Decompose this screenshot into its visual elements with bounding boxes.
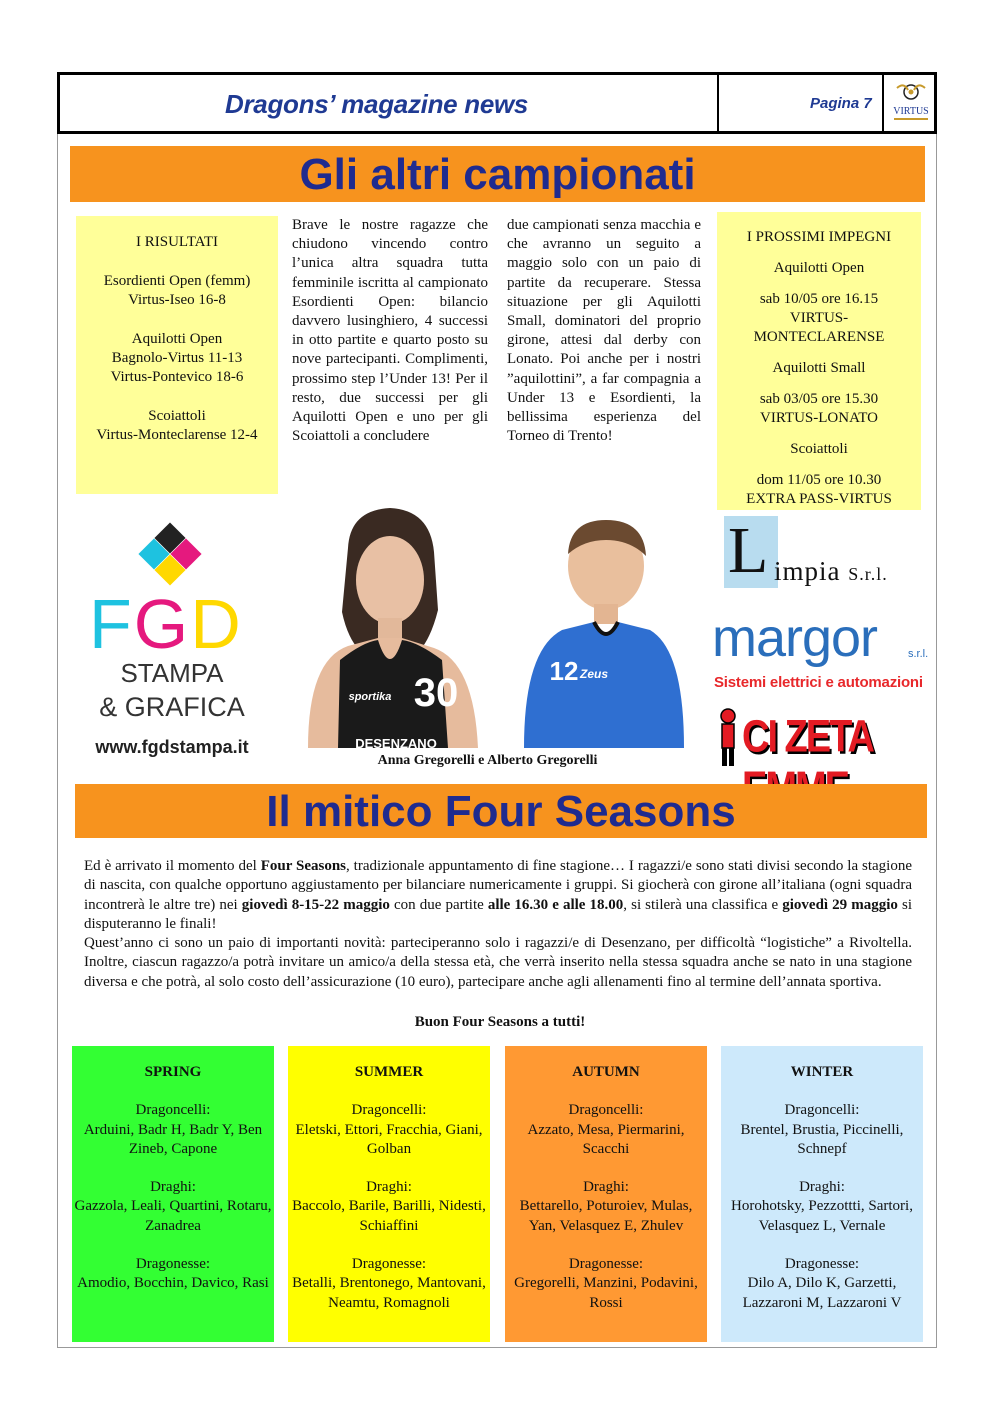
group-members: Arduini, Badr H, Badr Y, Ben Zineb, Capone [83, 1121, 263, 1157]
cizeta-sponsor-ad [714, 706, 924, 770]
closing-line: Buon Four Seasons a tutti! [414, 1014, 586, 1030]
results-line: Virtus-Iseo 16-8 [128, 292, 226, 308]
limpia-name [774, 556, 888, 587]
upcoming-line: dom 11/05 ore 10.30 [756, 472, 882, 488]
group-label: Dragoncelli: [351, 1102, 427, 1119]
group-label: Dragoncelli: [784, 1102, 860, 1119]
intro-text: con due partite [389, 896, 488, 913]
results-heading: I RISULTATI [136, 234, 218, 250]
virtus-logo-text: VIRTUS [893, 106, 929, 117]
novita-text: Quest’anno ci sono un paio di importanti novità: parteciperanno solo i ragazzi/e di Desenzano, per difficoltà “logistiche” a Rivoltella. Inoltre, ciascun ragazzo/a potrà invitare un amico/a della stessa età, che verrà inserito nella stessa squadra anche se nato in una stagione diversa e che potrà, al solo costo dell’assicurazione (10 euro), partecipare anche agli allenamenti fino al termine dell’annata sportiva. [84, 935, 912, 990]
four-seasons-paragraph [84, 857, 912, 992]
article-column-2: due campionati senza macchia e che avranno un seguito a maggio solo con un paio di partite da recuperare. Stessa situazione per gli Aquilotti Small, dominatori del proprio girone, attesi dal derby con Lonato. Poi anche per i nostri ”aquilottini”, a far compagnia a Under 13 e Esordienti, la bellissima esperienza del Torneo di Trento! [507, 217, 701, 445]
results-group-name: Scoiattoli [148, 408, 206, 424]
group-members: Bettarello, Poturoiev, Mulas, Yan, Velasquez E, Zhulev [519, 1198, 693, 1234]
cizeta-name: CI ZETA [742, 712, 872, 763]
group-members: Eletski, Ettori, Fracchia, Giani, Golban [295, 1121, 483, 1157]
intro-text: , tradizionale appuntamento di fine stagione… I ragazzi/e sono stati divisi secondo la stagione di nascita, con qualche opportuno aggiustamento per bilanciare numericamente i gruppi. Si giocherà con girone all’italiana (ogni squadra incontrerà le altre tre) nei [84, 858, 912, 913]
team-box-spring [72, 1046, 274, 1342]
team-name: SPRING [144, 1064, 202, 1080]
group-label: Dragonesse: [568, 1256, 644, 1273]
results-line: Virtus-Monteclarense 12-4 [96, 427, 258, 443]
intro-text: si disputeranno le finali! [84, 896, 912, 932]
results-group-name: Aquilotti Open [131, 331, 223, 347]
upcoming-line: EXTRA PASS-VIRTUS [746, 491, 892, 507]
upcoming-group-name: Aquilotti Open [773, 260, 865, 276]
team-name: WINTER [790, 1064, 854, 1080]
group-label: Dragoncelli: [135, 1102, 211, 1119]
magazine-title: Dragons’ magazine news [225, 89, 529, 119]
fgd-stampa: STAMPA [120, 658, 224, 688]
group-members: Gregorelli, Manzini, Podavini, Rossi [514, 1275, 698, 1311]
upcoming-line: sab 10/05 ore 16.15 [759, 291, 879, 307]
results-group-name: Esordienti Open (femm) [103, 273, 251, 289]
team-box-autumn [505, 1046, 707, 1342]
photo-caption: Anna Gregorelli e Alberto Gregorelli [377, 753, 598, 768]
page-number: Pagina 7 [810, 95, 872, 112]
intro-highlight: giovedì 29 maggio [782, 896, 898, 913]
jersey-brand-sportika: sportika [348, 691, 392, 703]
margor-suffix: s.r.l. [908, 648, 929, 660]
group-members: Amodio, Bocchin, Davico, Rasi [77, 1275, 269, 1292]
limpia-suffix: S.r.l. [848, 564, 888, 584]
group-members: Betalli, Brentonego, Mantovani, Neamtu, Romagnoli [292, 1275, 486, 1311]
jersey-chest-desenzano: DESENZANO [355, 736, 437, 748]
jersey-brand-zeus: Zeus [579, 667, 609, 681]
fgd-brand: FGD [89, 585, 243, 663]
virtus-logo [888, 78, 934, 128]
header-divider [882, 75, 884, 131]
section-title-four-seasons: Il mitico Four Seasons [75, 784, 927, 838]
upcoming-line: VIRTUS-LONATO [760, 410, 878, 426]
jersey-number-30: 30 [413, 671, 459, 715]
upcoming-line: VIRTUS- [789, 310, 849, 326]
upcoming-group-name: Aquilotti Small [772, 360, 866, 376]
intro-highlight: Four Seasons [260, 858, 347, 874]
header-divider [717, 75, 719, 131]
upcoming-box [717, 212, 921, 510]
intro-highlight: giovedì 8-15-22 maggio [241, 896, 390, 913]
group-members: Gazzola, Leali, Quartini, Rotaru, Zanadrea [74, 1198, 272, 1234]
group-label: Draghi: [799, 1179, 845, 1196]
upcoming-line: MONTECLARENSE [753, 329, 885, 345]
group-label: Dragonesse: [351, 1256, 427, 1273]
results-line: Bagnolo-Virtus 11-13 [111, 350, 243, 366]
team-box-summer [288, 1046, 490, 1342]
group-members: Baccolo, Barile, Barilli, Nidesti, Schiaffini [292, 1198, 486, 1234]
upcoming-group-name: Scoiattoli [790, 441, 848, 457]
fgd-sponsor-ad [75, 510, 270, 765]
upcoming-line: sab 03/05 ore 15.30 [759, 391, 879, 407]
team-box-winter [721, 1046, 923, 1342]
results-box [76, 216, 278, 494]
limpia-sponsor-ad [714, 514, 924, 596]
limpia-initial: L [728, 514, 769, 587]
margor-sponsor-ad [712, 608, 932, 698]
group-members: Azzato, Mesa, Piermarini, Scacchi [527, 1121, 685, 1157]
group-members: Horohotsky, Pezzottti, Sartori, Velasquez L, Vernale [731, 1198, 913, 1234]
intro-highlight: alle 16.30 e alle 18.00 [487, 896, 624, 913]
intro-text: , si stilerà una classifica e [623, 896, 783, 913]
margor-name: margor [712, 608, 878, 668]
group-members: Brentel, Brustia, Piccinelli, Schnepf [740, 1121, 904, 1157]
group-label: Draghi: [150, 1179, 196, 1196]
margor-tagline: Sistemi elettrici e automazioni [714, 674, 923, 691]
group-members: Dilo A, Dilo K, Garzetti, Lazzaroni M, Lazzaroni V [742, 1275, 902, 1311]
page-header [57, 72, 937, 134]
cizeta-mascot-icon [714, 706, 742, 768]
group-label: Draghi: [583, 1179, 629, 1196]
section-title-altri-campionati: Gli altri campionati [70, 146, 925, 202]
group-label: Dragoncelli: [568, 1102, 644, 1119]
jersey-number-12: 12 [549, 656, 579, 686]
group-label: Draghi: [366, 1179, 412, 1196]
fgd-url: www.fgdstampa.it [95, 737, 249, 757]
team-name: SUMMER [354, 1064, 424, 1080]
upcoming-heading: I PROSSIMI IMPEGNI [746, 229, 892, 245]
photo-anna-gregorelli [278, 500, 503, 748]
results-line: Virtus-Pontevico 18-6 [110, 369, 244, 385]
fgd-grafica: & GRAFICA [99, 692, 245, 722]
photo-alberto-gregorelli [518, 510, 688, 748]
article-column-1: Brave le nostre ragazze che chiudono vincendo contro l’unica altra squadra tutta femminile iscritta al campionato Esordienti Open: bilancio davvero lusinghiero, 4 successi in otto partite e quarto posto su nove partecipanti. Complimenti, prossimo step l’Under 13! Per il resto, due successi per gli Aquilotti Open e uno per gli Scoiattoli a concludere [292, 217, 488, 445]
intro-text: Ed è arrivato il momento del [84, 858, 261, 874]
limpia-name-rest: impia [774, 556, 841, 586]
group-label: Dragonesse: [784, 1256, 860, 1273]
team-name: AUTUMN [572, 1064, 640, 1080]
group-label: Dragonesse: [135, 1256, 211, 1273]
